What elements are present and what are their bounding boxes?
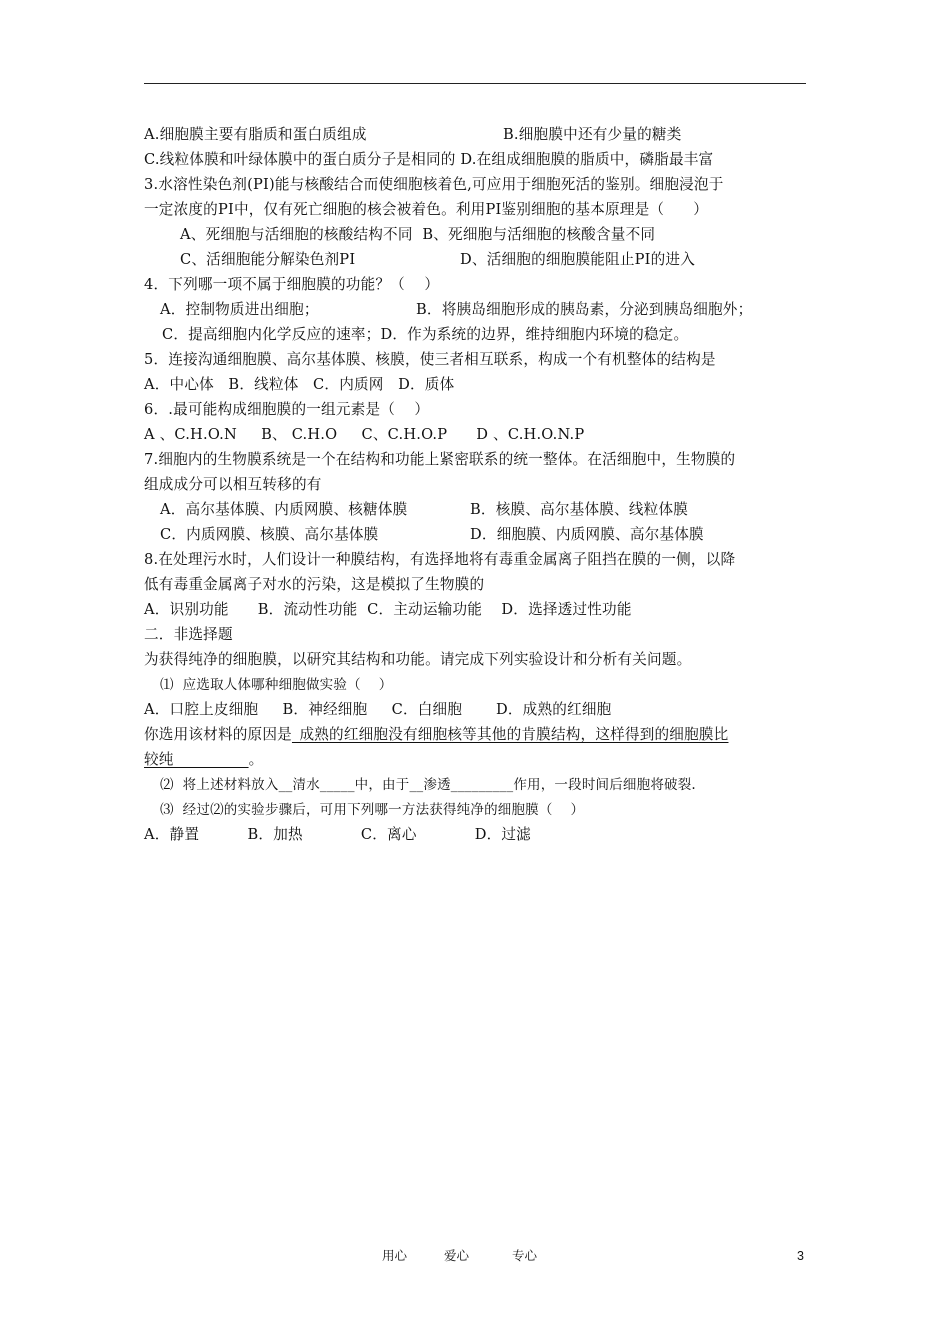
page-number: 3 bbox=[797, 1249, 804, 1263]
q2-option-b: B.细胞膜中还有少量的糖类 bbox=[503, 126, 682, 143]
reason-prefix: 你选用该材料的原因是 bbox=[144, 726, 292, 743]
footer-word-2: 爱心 bbox=[444, 1248, 470, 1263]
q2-options-cd: C.线粒体膜和叶绿体膜中的蛋白质分子是相同的 D.在组成细胞膜的脂质中，磷脂最丰富 bbox=[144, 151, 714, 168]
q7-stem-line2: 组成成分可以相互转移的有 bbox=[144, 476, 322, 493]
q5-stem: 5．连接沟通细胞膜、高尔基体膜、核膜，使三者相互联系，构成一个有机整体的结构是 bbox=[144, 351, 716, 368]
reason-answer-cont: 较纯__________ bbox=[144, 751, 249, 768]
q3-options-ab: A、死细胞与活细胞的核酸结构不同 B、死细胞与活细胞的核酸含量不同 bbox=[180, 226, 656, 243]
q8-stem-line2: 低有毒重金属离子对水的污染，这是模拟了生物膜的 bbox=[144, 576, 485, 593]
q5-options: A．中心体 B．线粒体 C．内质网 D．质体 bbox=[144, 376, 455, 393]
q2-option-a: A.细胞膜主要有脂质和蛋白质组成 bbox=[144, 126, 367, 143]
q4-stem: 4．下列哪一项不属于细胞膜的功能？（ ） bbox=[144, 276, 440, 293]
sub-question-2 bbox=[160, 775, 696, 795]
q7-stem-line1: 7.细胞内的生物膜系统是一个在结构和功能上紧密联系的统一整体。在活细胞中，生物膜的 bbox=[144, 451, 736, 468]
reason-line1 bbox=[144, 725, 728, 745]
q3-option-d: D、活细胞的细胞膜能阻止PI的进入 bbox=[460, 251, 695, 268]
q2-blank-osmosis: __渗透_________ bbox=[409, 777, 514, 793]
footer-word-3: 专心 bbox=[512, 1248, 538, 1263]
reason-answer: _成熟的红细胞没有细胞核等其他的肯膜结构，这样得到的细胞膜比 bbox=[291, 726, 729, 743]
q2-text-e: 作用，一段时间后细胞将破裂. bbox=[513, 777, 696, 793]
q3-stem-line1: 3.水溶性染色剂(PI)能与核酸结合而使细胞核着色,可应用于细胞死活的鉴别。细胞浸泡于 bbox=[144, 176, 724, 193]
q7-option-a: A．高尔基体膜、内质网膜、核糖体膜 bbox=[160, 501, 408, 518]
q8-stem-line1: 8.在处理污水时，人们设计一种膜结构，有选择地将有毒重金属离子阻挡在膜的一侧，以降 bbox=[144, 551, 736, 568]
footer-word-1: 用心 bbox=[382, 1248, 408, 1263]
header-rule bbox=[144, 83, 806, 84]
q7-option-d: D．细胞膜、内质网膜、高尔基体膜 bbox=[470, 526, 704, 543]
sub-question-1-options: A．口腔上皮细胞 B．神经细胞 C．白细胞 D．成熟的红细胞 bbox=[144, 701, 612, 718]
q6-options: A 、C.H.O.N B、 C.H.O C、C.H.O.P D 、C.H.O.N.P bbox=[144, 426, 585, 443]
section-heading: 二．非选择题 bbox=[144, 626, 233, 643]
sub-question-3: ⑶ 经过⑵的实验步骤后，可用下列哪一方法获得纯净的细胞膜（ ） bbox=[160, 802, 585, 818]
q4-options-cd: C．提高细胞内化学反应的速率；D．作为系统的边界，维持细胞内环境的稳定。 bbox=[162, 326, 689, 343]
q3-stem-line2: 一定浓度的PI中，仅有死亡细胞的核会被着色。利用PI鉴别细胞的基本原理是（ ） bbox=[144, 201, 708, 218]
reason-line2 bbox=[144, 750, 263, 770]
q6-stem: 6．.最可能构成细胞膜的一组元素是（ ） bbox=[144, 401, 430, 418]
q2-text-c: 中，由于 bbox=[354, 777, 410, 793]
q4-option-a: A．控制物质进出细胞； bbox=[160, 301, 319, 318]
q2-text-a: ⑵ 将上述材料放入 bbox=[160, 777, 279, 793]
q7-option-c: C．内质网膜、核膜、高尔基体膜 bbox=[160, 526, 379, 543]
q8-options: A．识别功能 B．流动性功能 C．主动运输功能 D．选择透过性功能 bbox=[144, 601, 632, 618]
q7-option-b: B．核膜、高尔基体膜、线粒体膜 bbox=[470, 501, 689, 518]
q2-blank-water: __清水_____ bbox=[278, 777, 355, 793]
q4-option-b: B．将胰岛细胞形成的胰岛素，分泌到胰岛细胞外； bbox=[416, 301, 753, 318]
q3-option-c: C、活细胞能分解染色剂PI bbox=[180, 251, 356, 268]
reason-suffix: 。 bbox=[248, 751, 264, 768]
sub-question-3-options: A．静置 B．加热 C．离心 D．过滤 bbox=[144, 826, 531, 843]
sub-question-1: ⑴ 应选取人体哪种细胞做实验（ ） bbox=[160, 677, 393, 693]
essay-intro: 为获得纯净的细胞膜，以研究其结构和功能。请完成下列实验设计和分析有关问题。 bbox=[144, 651, 692, 668]
